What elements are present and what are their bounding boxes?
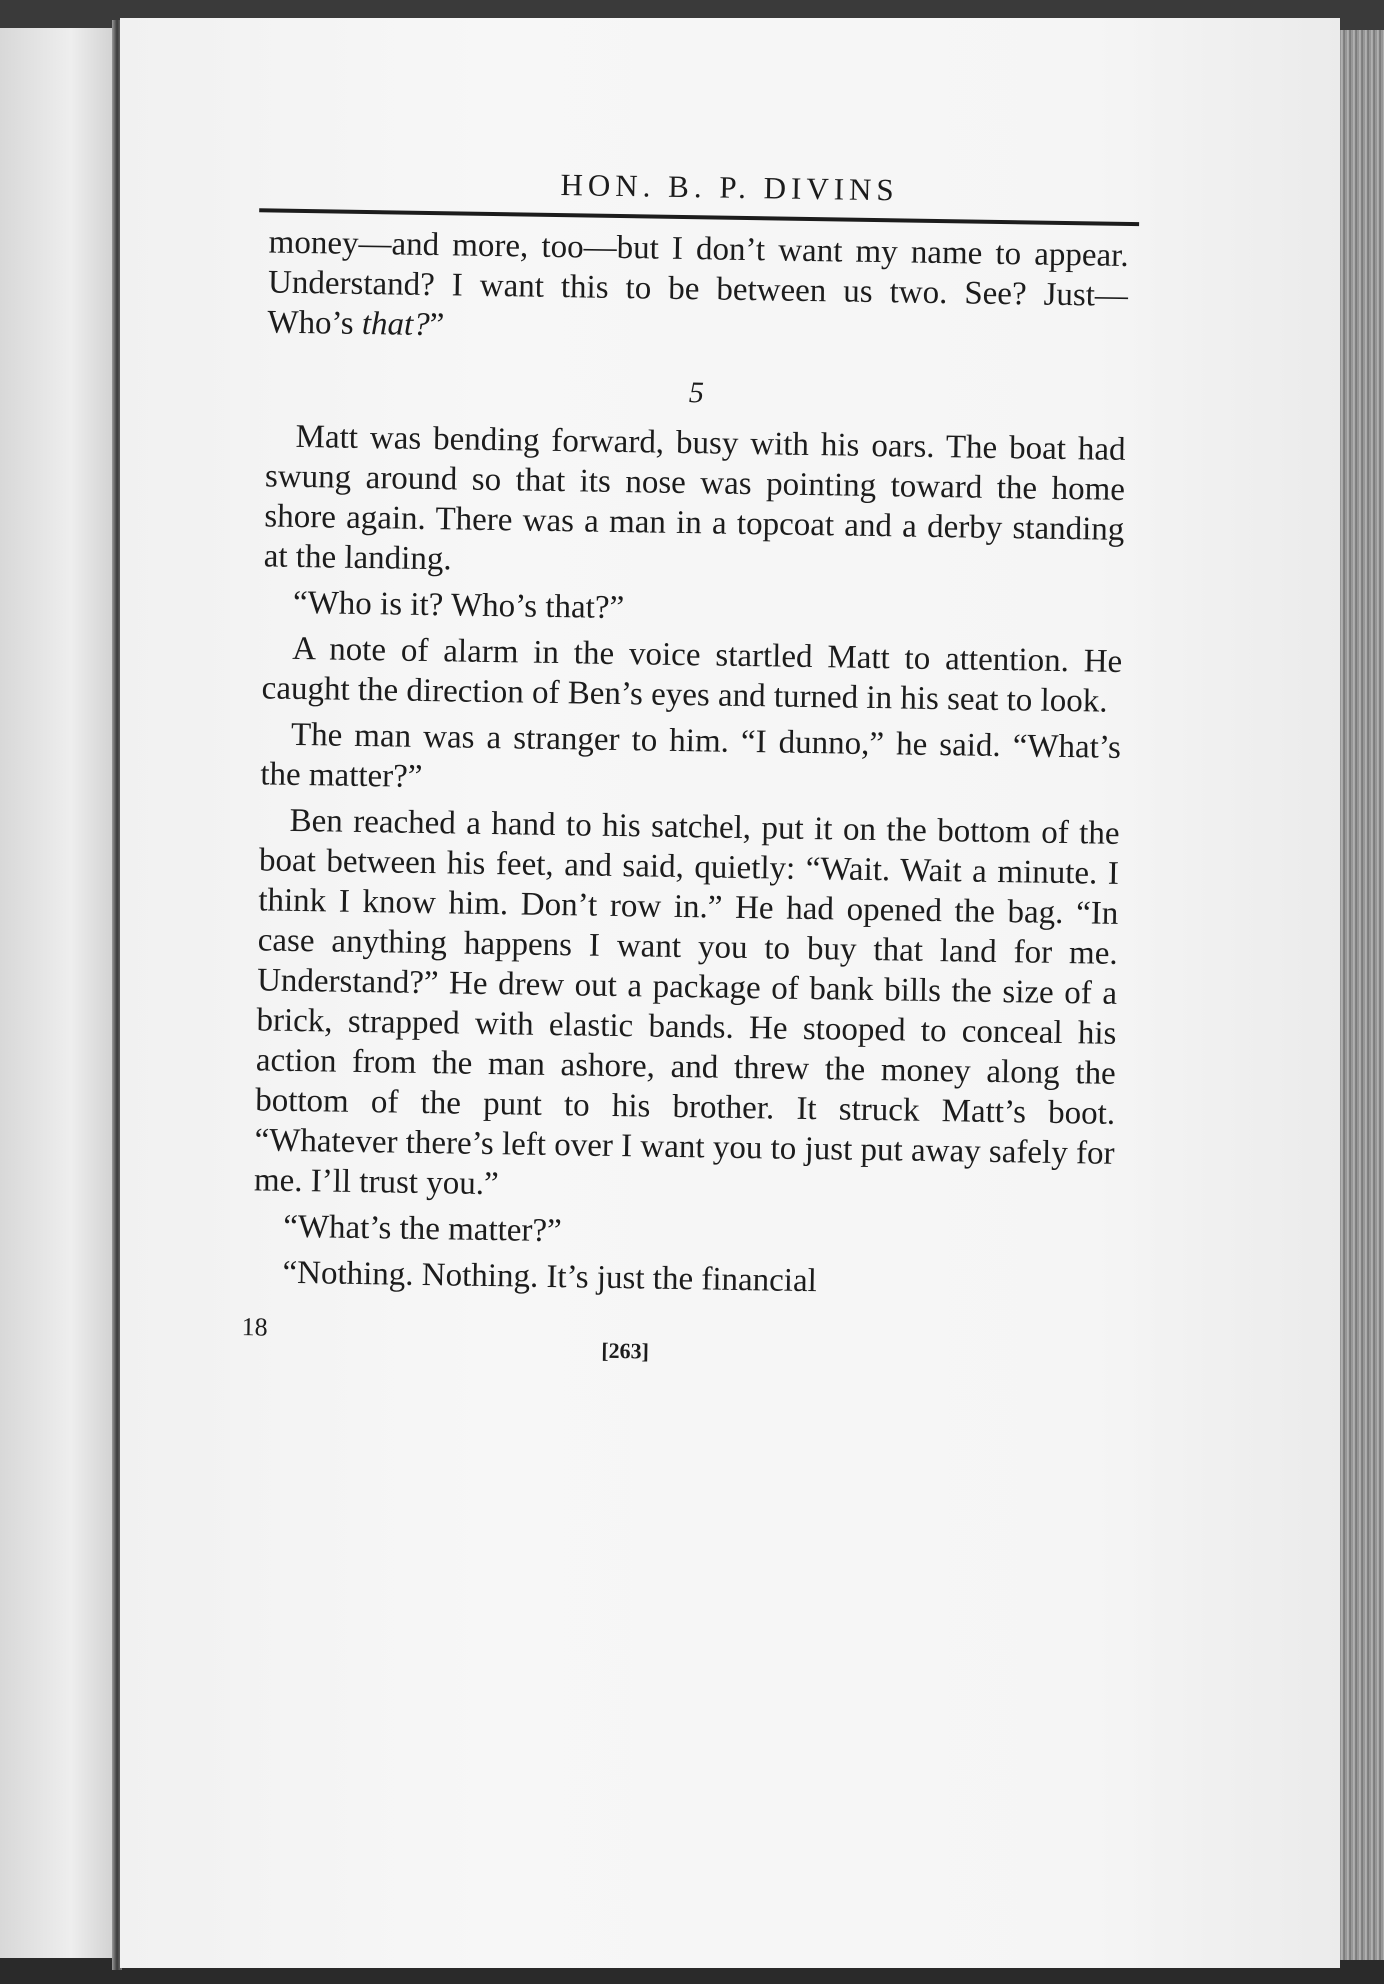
signature-mark: 18 [241, 1312, 268, 1342]
opening-paragraph-start: money—and more, too—but I don’t want my name to appear. Understand? I want this to be between us two. See? Just— Who’s [267, 224, 1129, 342]
body-text [252, 222, 1129, 1305]
paragraph: The man was a stranger to him. “I dunno,” he said. “What’s the matter?” [260, 716, 1122, 795]
opening-paragraph [267, 222, 1129, 355]
paragraph: A note of alarm in the voice startled Matt to attention. He caught the direction of Ben’s eyes and turned in his seat to look. [261, 630, 1123, 720]
paragraph: “Who is it? Who’s that?” [292, 584, 625, 627]
left-page-edge [0, 28, 118, 1958]
page-number: [263] [601, 1337, 650, 1364]
paragraph: Matt was bending forward, busy with his oars. The boat had swung around so that its nose was pointing toward the home shore again. There was a man in a topcoat and a derby standing at the landing. [263, 418, 1126, 578]
section-number: 5 [688, 376, 705, 410]
paragraph: “What’s the matter?” [282, 1208, 563, 1250]
opening-paragraph-end: ” [429, 307, 445, 344]
page-block-edges [1340, 30, 1384, 1960]
paragraph: Ben reached a hand to his satchel, put it on the bottom of the boat between his feet, and said, quietly: “Wait. Wait a minute. I think I know him. Don’t row in.” He had opened the bag. “In case anything happens I want you to buy that land for me. Understand?” He drew out a package of bank bills the size of a brick, strapped with elastic bands. He stooped to conceal his action from the man ashore, and threw the money along the bottom of the punt to his brother. It struck Matt’s boot. “Whatever there’s left over I want you to just put away safely for me. I’ll trust you.” [253, 802, 1120, 1203]
running-head: HON. B. P. DIVINS [560, 167, 899, 208]
page-content [221, 160, 1140, 1366]
paragraph: “Nothing. Nothing. It’s just the financial [282, 1254, 818, 1300]
opening-paragraph-italic: that? [361, 305, 430, 343]
